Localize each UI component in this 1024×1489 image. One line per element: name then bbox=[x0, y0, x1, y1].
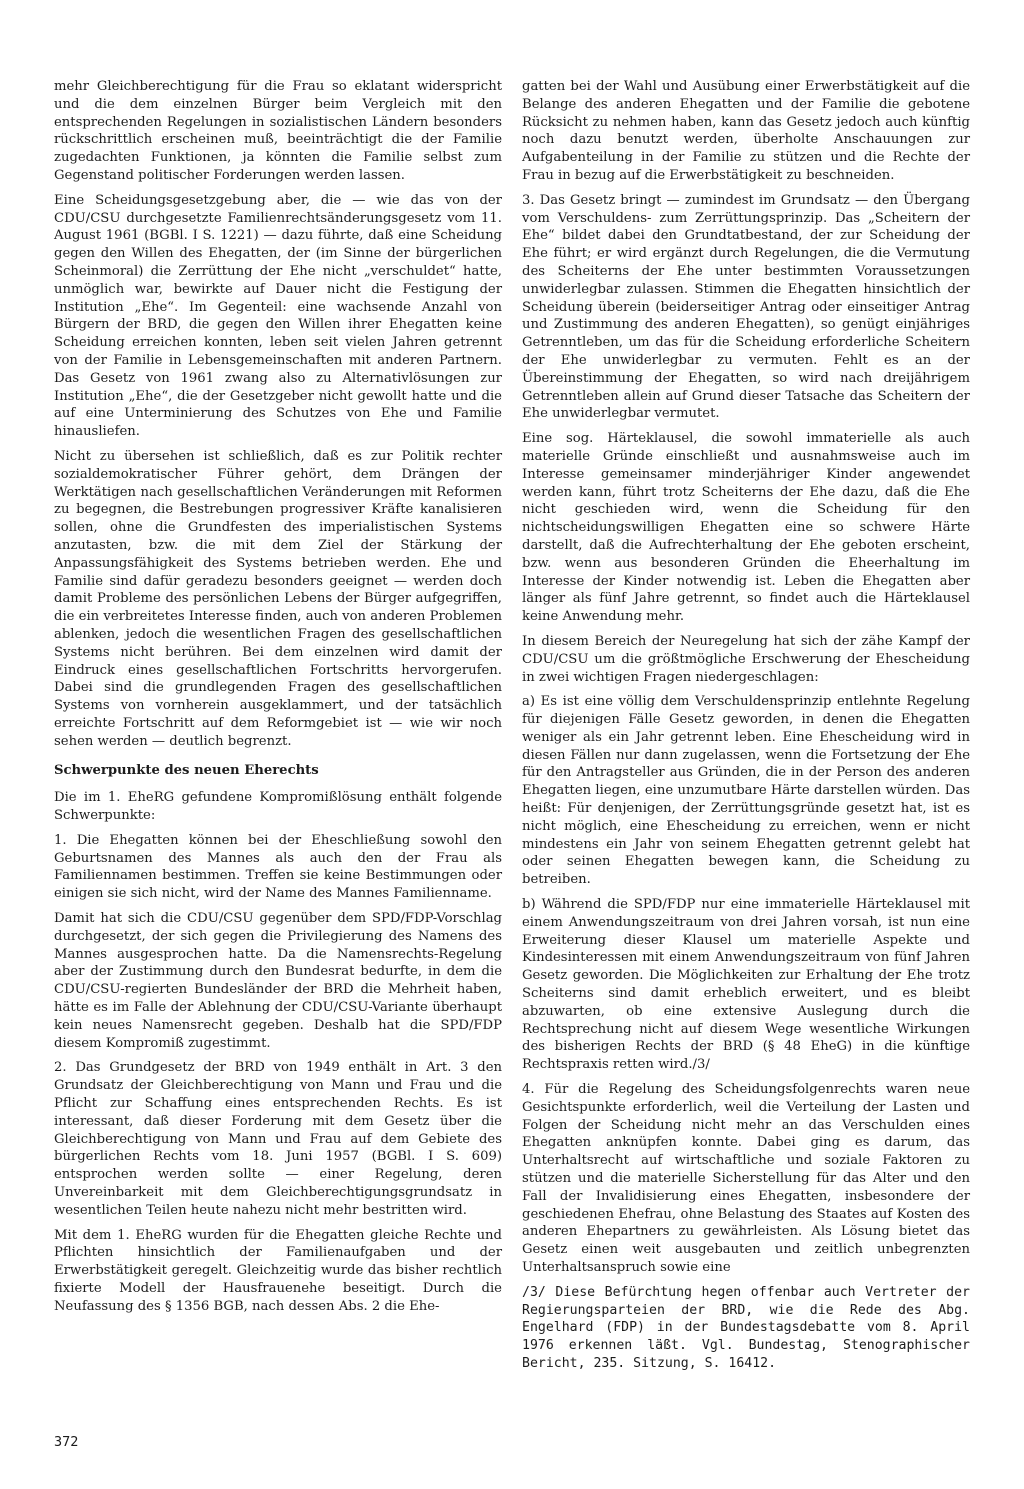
paragraph: 4. Für die Regelung des Scheidungsfolgenrechts waren neue Gesichtspunkte erforderlich, weil die Verteilung der Lasten und Folgen der Scheidung nicht mehr an das Verschulden eines Ehegatten anknüpfen konnte. Dabei ging es darum, das Unterhaltsrecht auf wirtschaftliche und soziale Faktoren zu stützen und die materielle Sicherstellung für das Alter und den Fall der Invalidisierung eines Ehegatten, insbesondere der geschiedenen Ehefrau, ohne Belastung des Staates auf Kosten des anderen Ehepartners zu gewährleisten. Als Lösung bietet das Gesetz einen weit ausgebauten und zeitlich unbegrenzten Unterhaltsanspruch sowie eine bbox=[522, 1082, 970, 1275]
left-column bbox=[54, 78, 502, 1323]
paragraph: In diesem Bereich der Neuregelung hat sich der zähe Kampf der CDU/CSU um die größtmögliche Erschwerung der Ehescheidung in zwei wichtigen Fragen niedergeschlagen: bbox=[522, 633, 970, 685]
paragraph: 1. Die Ehegatten können bei der Eheschließung sowohl den Geburtsnamen des Mannes als auch den der Frau als Familiennamen bestimmen. Treffen sie keine Bestimmungen oder einigen sie sich nicht, wird der Name des Mannes Familienname. bbox=[54, 832, 502, 902]
paragraph: Damit hat sich die CDU/CSU gegenüber dem SPD/FDP-Vorschlag durchgesetzt, der sich gegen die Privilegierung des Namens des Mannes ausgesprochen hatte. Da die Namensrechts-Regelung aber der Zustimmung durch den Bundesrat bedurfte, in dem die CDU/CSU-regierten Bundesländer der BRD die Mehrheit haben, hätte es im Falle der Ablehnung der CDU/CSU-Variante überhaupt kein neues Namensrecht gegeben. Deshalb hat die SPD/FDP diesem Kompromiß zugestimmt. bbox=[54, 911, 502, 1051]
paragraph: gatten bei der Wahl und Ausübung einer Erwerbstätigkeit auf die Belange des anderen Ehegatten und der Familie die gebotene Rücksicht zu nehmen haben, kann das Gesetz jedoch auch künftig noch dazu benutzt werden, überholte Anschauungen zur Aufgabenteilung in der Familie zu stützen und die Rechte der Frau in bezug auf die Erwerbstätigkeit zu beschneiden. bbox=[522, 79, 970, 183]
paragraph: b) Während die SPD/FDP nur eine immaterielle Härteklausel mit einem Anwendungszeitraum von drei Jahren vorsah, ist nun eine Erweiterung dieser Klausel um materielle Aspekte und Kindesinteressen mit einem Anwendungszeitraum von fünf Jahren Gesetz geworden. Die Möglichkeiten zur Erhaltung der Ehe trotz Scheiterns sind damit erheblich erweitert, und es bleibt abzuwarten, ob eine extensive Auslegung durch die Rechtsprechung nicht auf diesem Wege wesentliche Wirkungen des bisherigen Rechts der BRD (§ 48 EheG) in die künftige Rechtspraxis retten wird./3/ bbox=[522, 897, 970, 1073]
footnote: /3/ Diese Befürchtung hegen offenbar auch Vertreter der Regierungsparteien der BRD, wie die Rede des Abg. Engelhard (FDP) in der Bundestagsdebatte vom 8. April 1976 erkennen läßt. Vgl. Bundestag, Stenographischer Bericht, 235. Sitzung, S. 16412. bbox=[522, 1284, 970, 1371]
paragraph: Eine Scheidungsgesetzgebung aber, die — wie das von der CDU/CSU durchgesetzte Familienrechtsänderungsgesetz vom 11. August 1961 (BGBl. I S. 1221) — dazu führte, daß eine Scheidung gegen den Willen des Ehegatten, der (im Sinne der bürgerlichen Scheinmoral) die Zerrüttung der Ehe nicht „verschuldet“ hatte, unmöglich war, bewirkte auf Dauer nicht die Festigung der Institution „Ehe“. Im Gegenteil: eine wachsende Anzahl von Bürgern der BRD, die gegen den Willen ihrer Ehegatten keine Scheidung erreichen konnten, leben seit vielen Jahren getrennt von der Familie in Lebensgemeinschaften mit anderen Partnern. Das Gesetz von 1961 zwang also zu Alternativlösungen zur Institution „Ehe“, die der Gesetzgeber nicht gewollt hatte und die auf eine Unterminierung des Schutzes von Ehe und Familie hinausliefen. bbox=[54, 192, 502, 440]
paragraph: Nicht zu übersehen ist schließlich, daß es zur Politik rechter sozialdemokratischer Führer gehört, dem Drängen der Werktätigen nach gesellschaftlichen Veränderungen mit Reformen zu begegnen, die Bestrebungen progressiver Kräfte kanalisieren sollen, ohne die Grundfesten des imperialistischen Systems anzutasten, bzw. die mit dem Ziel der Stärkung der Anpassungsfähigkeit des Systems betrieben werden. Ehe und Familie sind dafür geradezu besonders geeignet — werden doch damit Probleme des persönlichen Lebens der Bürger aufgegriffen, die ein verbreitetes Interesse finden, auch von anderen Problemen ablenken, jedoch die wesentlichen Fragen des gesellschaftlichen Systems nicht berühren. Bei dem einzelnen wird damit der Eindruck eines gesellschaftlichen Fortschritts hervorgerufen. Dabei sind die grundlegenden Fragen des gesellschaftlichen Systems von vornherein ausgeklammert, und der tatsächlich erreichte Fortschritt auf dem Reformgebiet ist — wie wir noch sehen werden — deutlich begrenzt. bbox=[54, 448, 502, 749]
paragraph: Eine sog. Härteklausel, die sowohl immaterielle als auch materielle Gründe einschließt und ausnahmsweise auch im Interesse gemeinsamer minderjähriger Kinder angewendet werden kann, führt trotz Scheiterns der Ehe dazu, daß die Ehe nicht geschieden wird, wenn die Scheidung für den nichtscheidungswilligen Ehegatten eine so schwere Härte darstellt, daß die Aufrechterhaltung der Ehe geboten erscheint, bzw. wenn aus besonderen Gründen die Eheerhaltung im Interesse der Kinder notwendig ist. Leben die Ehegatten aber länger als fünf Jahre getrennt, so findet auch die Härteklausel keine Anwendung mehr. bbox=[522, 431, 970, 625]
right-column bbox=[522, 78, 970, 1380]
page-number: 372 bbox=[54, 1434, 79, 1450]
section-heading: Schwerpunkte des neuen Eherechts bbox=[54, 763, 319, 779]
paragraph: a) Es ist eine völlig dem Verschuldensprinzip entlehnte Regelung für diejenigen Fälle Gesetz geworden, in denen die Ehegatten weniger als ein Jahr getrennt leben. Eine Ehescheidung wird in diesen Fällen nur dann zugelassen, wenn die Fortsetzung der Ehe für den Antragsteller aus Gründen, die in der Person des anderen Ehegatten liegen, eine unzumutbare Härte darstellen würden. Das heißt: Für denjenigen, der Zerrüttungsgründe gesetzt hat, ist es nicht möglich, eine Ehescheidung zu erreichen, wenn er nicht mindestens ein Jahr von seinem Ehegatten getrennt gelebt hat oder seinen Ehegatten bewegen kann, die Scheidung zu betreiben. bbox=[522, 694, 970, 888]
paragraph: 2. Das Grundgesetz der BRD von 1949 enthält in Art. 3 den Grundsatz der Gleichberechtigung von Mann und Frau und die Pflicht zur Schaffung eines entsprechenden Rechts. Es ist interessant, daß dieser Forderung mit dem Gesetz über die Gleichberechtigung von Mann und Frau auf dem Gebiete des bürgerlichen Rechts vom 18. Juni 1957 (BGBl. I S. 609) entsprochen werden sollte — einer Regelung, deren Unvereinbarkeit mit dem Gleichberechtigungsgrundsatz in wesentlichen Teilen heute nahezu nicht mehr bestritten wird. bbox=[54, 1060, 502, 1218]
paragraph: Mit dem 1. EheRG wurden für die Ehegatten gleiche Rechte und Pflichten hinsichtlich der Familienaufgaben und der Erwerbstätigkeit geregelt. Gleichzeitig wurde das bisher rechtlich fixierte Modell der Hausfrauenehe beseitigt. Durch die Neufassung des § 1356 BGB, nach dessen Abs. 2 die Ehe- bbox=[54, 1227, 502, 1314]
paragraph: 3. Das Gesetz bringt — zumindest im Grundsatz — den Übergang vom Verschuldens- zum Zerrüttungsprinzip. Das „Scheitern der Ehe“ bildet dabei den Grundtatbestand, der zur Scheidung der Ehe führt; er wird ergänzt durch Regelungen, die die Vermutung des Scheiterns der Ehe unter bestimmten Voraussetzungen unwiderlegbar zulassen. Stimmen die Ehegatten hinsichtlich der Scheidung überein (beiderseitiger Antrag oder einseitiger Antrag und Zustimmung des anderen Ehegatten), so genügt einjähriges Getrenntleben, um das für die Scheidung erforderliche Scheitern der Ehe unwiderlegbar zu vermuten. Fehlt es an der Übereinstimmung der Ehegatten, so wird nach dreijährigem Getrenntleben allein auf Grund dieser Tatsache das Scheitern der Ehe unwiderlegbar vermutet. bbox=[522, 192, 970, 422]
paragraph: mehr Gleichberechtigung für die Frau so eklatant widerspricht und die dem einzelnen Bürger beim Vergleich mit den entsprechenden Regelungen in sozialistischen Ländern besonders rückschrittlich erscheinen muß, beeinträchtigt die der Familie zugedachten Funktionen, ja könnten die Familie selbst zum Gegenstand politischer Forderungen werden lassen. bbox=[54, 79, 502, 183]
paragraph: Die im 1. EheRG gefundene Kompromißlösung enthält folgende Schwerpunkte: bbox=[54, 790, 502, 824]
